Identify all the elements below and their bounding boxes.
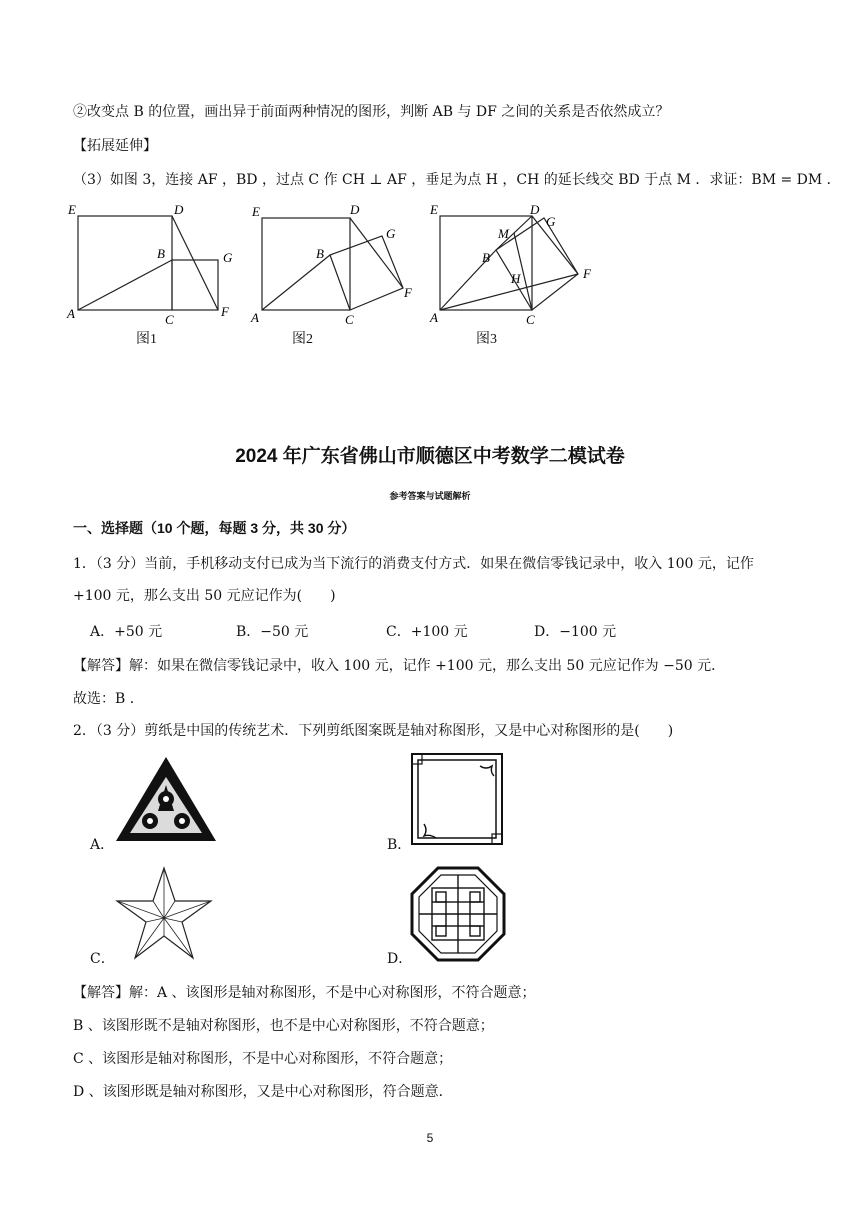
q3-text: （3）如图 3，连接 AF ，BD ，过点 C 作 CH ⊥ AF ，垂足为点 H ，CH 的延长线交 BD 于点 M ．求证：BM = DM ． [73, 172, 841, 188]
page-number: 5 [426, 1131, 434, 1145]
q1-option-c: C．+100 元 [386, 624, 468, 640]
fig1-label-A: A [67, 306, 75, 321]
fig1-label-C: C [165, 312, 174, 325]
q1-option-d: D．−100 元 [534, 624, 617, 640]
fig3-label-C: C [526, 312, 535, 325]
figure-1 [64, 200, 244, 325]
fig3-caption: 图3 [476, 332, 497, 347]
papercut-frame-image [410, 752, 504, 846]
q2-part2-text: ②改变点 B 的位置，画出异于前面两种情况的图形，判断 AB 与 DF 之间的关系是否依然成立？ [73, 104, 670, 120]
q2-option-d: D． [387, 951, 413, 967]
fig2-label-A: A [251, 310, 259, 325]
fig3-label-E: E [430, 202, 438, 217]
q2-option-b: B． [387, 837, 412, 853]
papercut-octagon-image [410, 866, 506, 962]
fig1-label-B: B [157, 246, 165, 261]
fig3-label-F: F [583, 266, 591, 281]
fig2-label-C: C [345, 312, 354, 325]
fig3-label-G: G [546, 214, 556, 229]
papercut-triangle-image [114, 755, 218, 845]
q2-question: 2．（3 分）剪纸是中国的传统艺术．下列剪纸图案既是轴对称图形，又是中心对称图形的是( ) [73, 723, 674, 739]
fig3-label-A: A [430, 310, 438, 325]
exam-title: 2024 年广东省佛山市顺德区中考数学二模试卷 [235, 446, 625, 467]
fig2-label-E: E [252, 204, 260, 219]
figure-3 [426, 200, 606, 325]
q2-answer-1: 【解答】解：A 、该图形是轴对称图形，不是中心对称图形，不符合题意； [73, 985, 536, 1001]
fig1-label-F: F [221, 304, 229, 319]
q2-answer-4: D 、该图形既是轴对称图形，又是中心对称图形，符合题意． [73, 1084, 453, 1100]
q1-line1: 1．（3 分）当前，手机移动支付已成为当下流行的消费支付方式．如果在微信零钱记录中，收入 100 元，记作 [73, 556, 754, 572]
fig1-label-E: E [68, 202, 76, 217]
fig2-label-G: G [386, 226, 396, 241]
q1-option-b: B．−50 元 [236, 624, 309, 640]
section-heading: 一、选择题（10 个题，每题 3 分，共 30 分） [73, 520, 356, 536]
q2-answer-3: C 、该图形是轴对称图形，不是中心对称图形，不符合题意； [73, 1051, 453, 1067]
fig2-label-F: F [404, 285, 412, 300]
fig2-label-D: D [350, 202, 360, 217]
fig1-caption: 图1 [136, 332, 157, 347]
extension-heading: 【拓展延伸】 [73, 138, 157, 154]
q1-answer: 【解答】解：如果在微信零钱记录中，收入 100 元，记作 +100 元，那么支出 50 元应记作为 −50 元． [73, 658, 726, 674]
fig3-label-M: M [498, 226, 509, 241]
fig1-label-D: D [174, 202, 184, 217]
q2-option-a: A． [90, 837, 115, 853]
q2-option-c: C． [90, 951, 115, 967]
fig2-label-B: B [316, 246, 324, 261]
q1-line2: +100 元，那么支出 50 元应记作为( ) [73, 588, 336, 604]
q1-option-a: A．+50 元 [90, 624, 163, 640]
q1-choice: 故选：B ． [73, 691, 144, 707]
q2-answer-2: B 、该图形既不是轴对称图形，也不是中心对称图形，不符合题意； [73, 1018, 494, 1034]
fig3-label-D: D [530, 202, 540, 217]
fig2-caption: 图2 [292, 332, 313, 347]
fig3-label-B: B [482, 250, 490, 265]
fig1-label-G: G [223, 250, 233, 265]
figure-2 [248, 200, 428, 325]
fig3-label-H: H [511, 271, 521, 286]
exam-subtitle: 参考答案与试题解析 [389, 492, 471, 502]
papercut-star-image [114, 866, 214, 962]
